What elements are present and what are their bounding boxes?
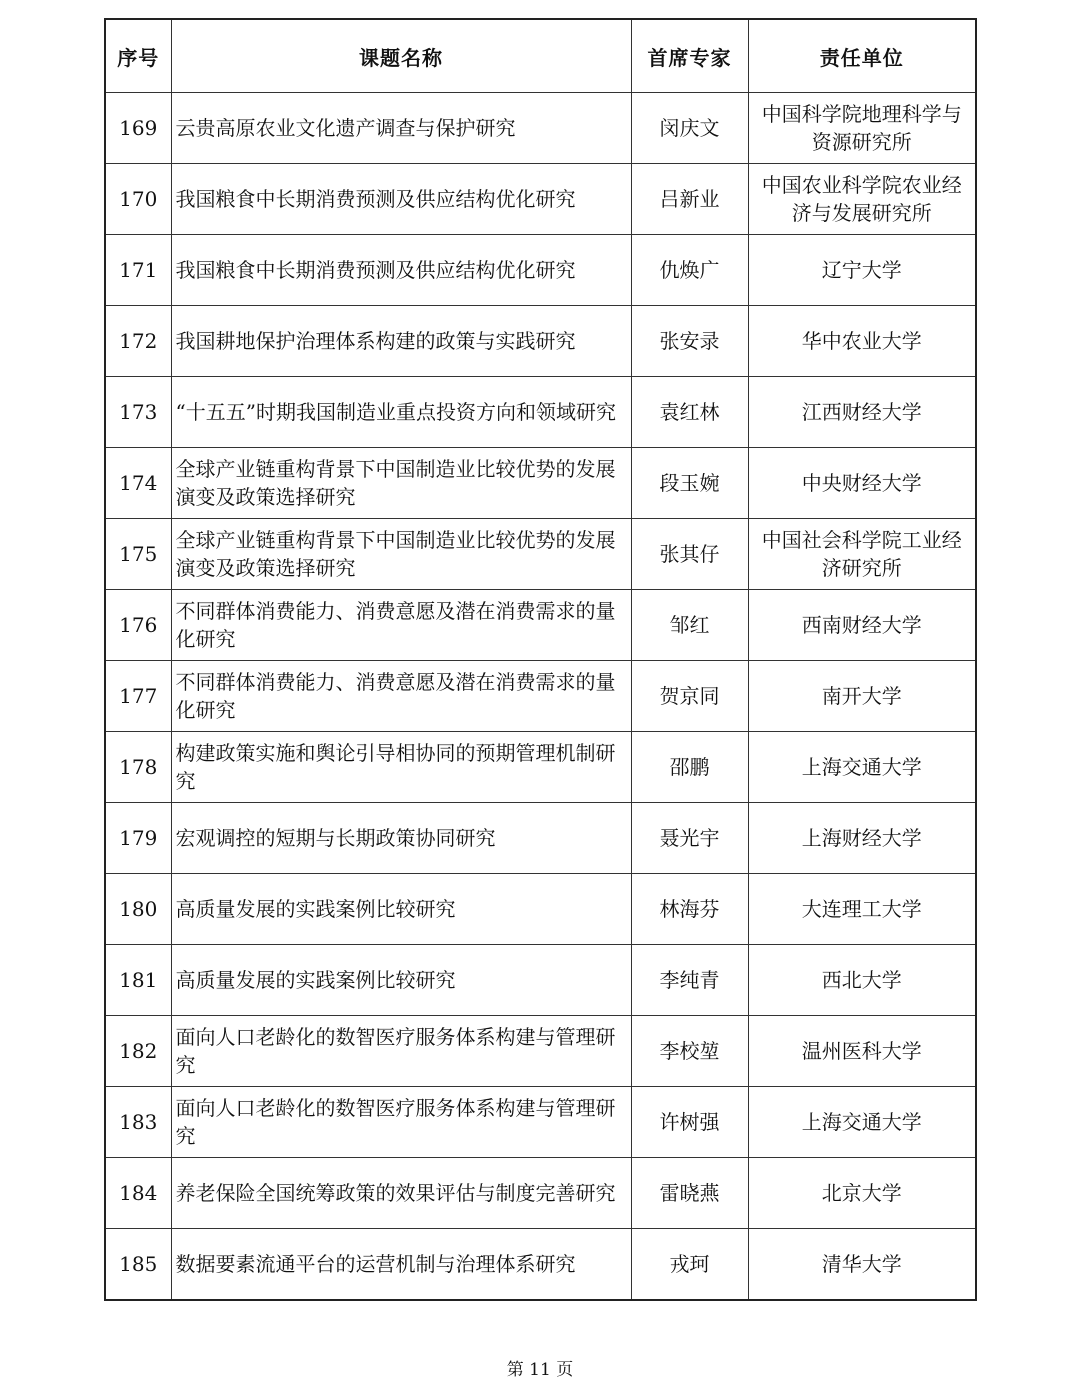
project-title-cell: 高质量发展的实践案例比较研究: [171, 945, 631, 1016]
serial-number-cell: 172: [105, 306, 171, 377]
serial-number-cell: 171: [105, 235, 171, 306]
header-serial-number: 序号: [105, 19, 171, 93]
project-title-cell: 云贵高原农业文化遗产调查与保护研究: [171, 93, 631, 164]
responsible-unit-cell: 上海财经大学: [748, 803, 976, 874]
table-row: [105, 661, 976, 732]
chief-expert-cell: 闵庆文: [631, 93, 748, 164]
serial-number-cell: 182: [105, 1016, 171, 1087]
serial-number-cell: 175: [105, 519, 171, 590]
chief-expert-cell: 邹红: [631, 590, 748, 661]
project-title-cell: 全球产业链重构背景下中国制造业比较优势的发展演变及政策选择研究: [171, 448, 631, 519]
project-title-cell: 面向人口老龄化的数智医疗服务体系构建与管理研究: [171, 1016, 631, 1087]
chief-expert-cell: 雷晓燕: [631, 1158, 748, 1229]
project-table: [104, 18, 977, 1301]
project-title-cell: 我国粮食中长期消费预测及供应结构优化研究: [171, 235, 631, 306]
chief-expert-cell: 李纯青: [631, 945, 748, 1016]
project-title-cell: 全球产业链重构背景下中国制造业比较优势的发展演变及政策选择研究: [171, 519, 631, 590]
responsible-unit-cell: 中国社会科学院工业经济研究所: [748, 519, 976, 590]
chief-expert-cell: 邵鹏: [631, 732, 748, 803]
serial-number-cell: 184: [105, 1158, 171, 1229]
header-project-title: 课题名称: [171, 19, 631, 93]
header-chief-expert: 首席专家: [631, 19, 748, 93]
serial-number-cell: 176: [105, 590, 171, 661]
responsible-unit-cell: 温州医科大学: [748, 1016, 976, 1087]
chief-expert-cell: 仇焕广: [631, 235, 748, 306]
responsible-unit-cell: 华中农业大学: [748, 306, 976, 377]
table-row: [105, 235, 976, 306]
table-body: [105, 93, 976, 1301]
table-header: [105, 19, 976, 93]
table-row: [105, 377, 976, 448]
project-title-cell: 不同群体消费能力、消费意愿及潜在消费需求的量化研究: [171, 590, 631, 661]
table-row: [105, 1158, 976, 1229]
table-row: [105, 945, 976, 1016]
responsible-unit-cell: 辽宁大学: [748, 235, 976, 306]
table-row: [105, 164, 976, 235]
serial-number-cell: 183: [105, 1087, 171, 1158]
table-row: [105, 93, 976, 164]
responsible-unit-cell: 江西财经大学: [748, 377, 976, 448]
responsible-unit-cell: 中央财经大学: [748, 448, 976, 519]
responsible-unit-cell: 上海交通大学: [748, 732, 976, 803]
chief-expert-cell: 李校堃: [631, 1016, 748, 1087]
responsible-unit-cell: 上海交通大学: [748, 1087, 976, 1158]
serial-number-cell: 178: [105, 732, 171, 803]
project-title-cell: 宏观调控的短期与长期政策协同研究: [171, 803, 631, 874]
table-row: [105, 306, 976, 377]
table-row: [105, 1087, 976, 1158]
chief-expert-cell: 林海芬: [631, 874, 748, 945]
project-title-cell: 构建政策实施和舆论引导相协同的预期管理机制研究: [171, 732, 631, 803]
chief-expert-cell: 张其仔: [631, 519, 748, 590]
table-row: [105, 803, 976, 874]
project-title-cell: 面向人口老龄化的数智医疗服务体系构建与管理研究: [171, 1087, 631, 1158]
responsible-unit-cell: 南开大学: [748, 661, 976, 732]
serial-number-cell: 179: [105, 803, 171, 874]
serial-number-cell: 170: [105, 164, 171, 235]
responsible-unit-cell: 北京大学: [748, 1158, 976, 1229]
serial-number-cell: 177: [105, 661, 171, 732]
chief-expert-cell: 许树强: [631, 1087, 748, 1158]
project-title-cell: 数据要素流通平台的运营机制与治理体系研究: [171, 1229, 631, 1301]
chief-expert-cell: 袁红林: [631, 377, 748, 448]
chief-expert-cell: 戎珂: [631, 1229, 748, 1301]
chief-expert-cell: 吕新业: [631, 164, 748, 235]
project-title-cell: 养老保险全国统筹政策的效果评估与制度完善研究: [171, 1158, 631, 1229]
chief-expert-cell: 段玉婉: [631, 448, 748, 519]
responsible-unit-cell: 中国科学院地理科学与资源研究所: [748, 93, 976, 164]
table-row: [105, 1229, 976, 1301]
header-responsible-unit: 责任单位: [748, 19, 976, 93]
chief-expert-cell: 聂光宇: [631, 803, 748, 874]
table-row: [105, 519, 976, 590]
serial-number-cell: 174: [105, 448, 171, 519]
responsible-unit-cell: 西南财经大学: [748, 590, 976, 661]
project-title-cell: 高质量发展的实践案例比较研究: [171, 874, 631, 945]
serial-number-cell: 169: [105, 93, 171, 164]
project-title-cell: 我国粮食中长期消费预测及供应结构优化研究: [171, 164, 631, 235]
chief-expert-cell: 张安录: [631, 306, 748, 377]
project-title-cell: 我国耕地保护治理体系构建的政策与实践研究: [171, 306, 631, 377]
serial-number-cell: 181: [105, 945, 171, 1016]
table-row: [105, 874, 976, 945]
page-number: 第 11 页: [506, 1360, 574, 1380]
project-title-cell: “十五五”时期我国制造业重点投资方向和领域研究: [171, 377, 631, 448]
responsible-unit-cell: 西北大学: [748, 945, 976, 1016]
responsible-unit-cell: 清华大学: [748, 1229, 976, 1301]
serial-number-cell: 185: [105, 1229, 171, 1301]
responsible-unit-cell: 大连理工大学: [748, 874, 976, 945]
serial-number-cell: 173: [105, 377, 171, 448]
chief-expert-cell: 贺京同: [631, 661, 748, 732]
table-row: [105, 1016, 976, 1087]
table-row: [105, 590, 976, 661]
serial-number-cell: 180: [105, 874, 171, 945]
table-row: [105, 448, 976, 519]
responsible-unit-cell: 中国农业科学院农业经济与发展研究所: [748, 164, 976, 235]
project-title-cell: 不同群体消费能力、消费意愿及潜在消费需求的量化研究: [171, 661, 631, 732]
table-row: [105, 732, 976, 803]
header-row: [105, 19, 976, 93]
